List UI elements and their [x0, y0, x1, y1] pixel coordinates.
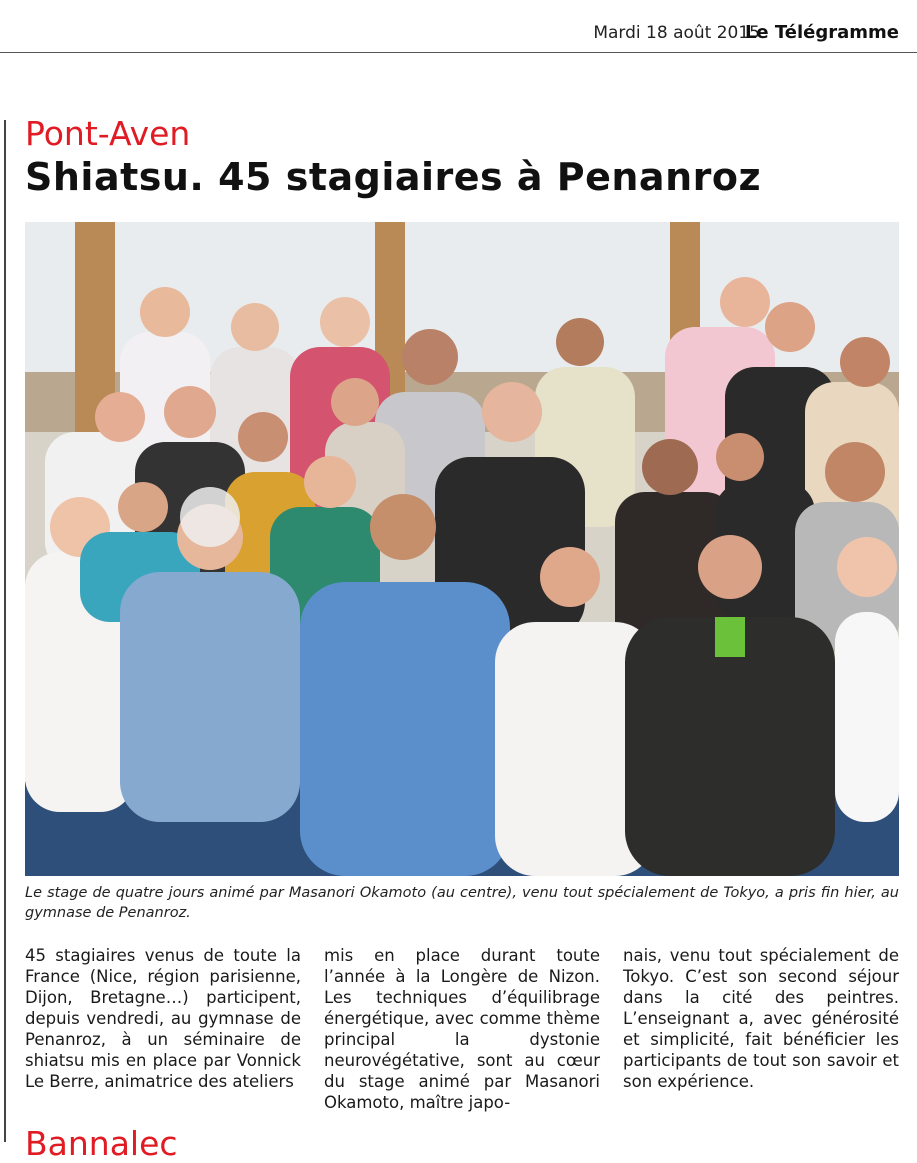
- article-kicker: Pont-Aven: [25, 114, 191, 153]
- article-headline: Shiatsu. 45 stagiaires à Penanroz: [25, 155, 762, 199]
- column-rule: [4, 120, 6, 1142]
- body-column-1: 45 stagiaires venus de toute la France (Nice, région parisienne, Dijon, Bretagne…) participent, depuis vendredi, au gymnase de Penanroz, à un séminaire de shiatsu mis en place par Vonnick Le Berre, animatrice des ateliers: [25, 946, 301, 1091]
- issue-date: Mardi 18 août 2015: [593, 23, 760, 43]
- article-body: [25, 945, 899, 1112]
- page-header: [0, 0, 917, 53]
- body-column-2: mis en place durant toute l’année à la Longère de Nizon. Les techniques d’équilibrage énergétique, avec comme thème principal la dystonie neurovégétative, sont au cœur du stage animé par Masanori Okamoto, maître japo-: [324, 946, 600, 1112]
- photo-caption: Le stage de quatre jours animé par Masanori Okamoto (au centre), venu tout spécialement de Tokyo, a pris fin hier, au gymnase de Penanroz.: [25, 885, 899, 921]
- group-photo: [25, 222, 899, 876]
- body-column-3: nais, venu tout spécialement de Tokyo. C’est son second séjour dans la cité des peintres. L’enseignant a, avec générosité et simplicité, fait bénéficier les participants de tout son savoir et son expérience.: [623, 946, 899, 1091]
- newspaper-name: Le Télégramme: [744, 22, 899, 43]
- next-article-kicker: Bannalec: [25, 1124, 178, 1163]
- group-photo-illustration: [25, 222, 899, 876]
